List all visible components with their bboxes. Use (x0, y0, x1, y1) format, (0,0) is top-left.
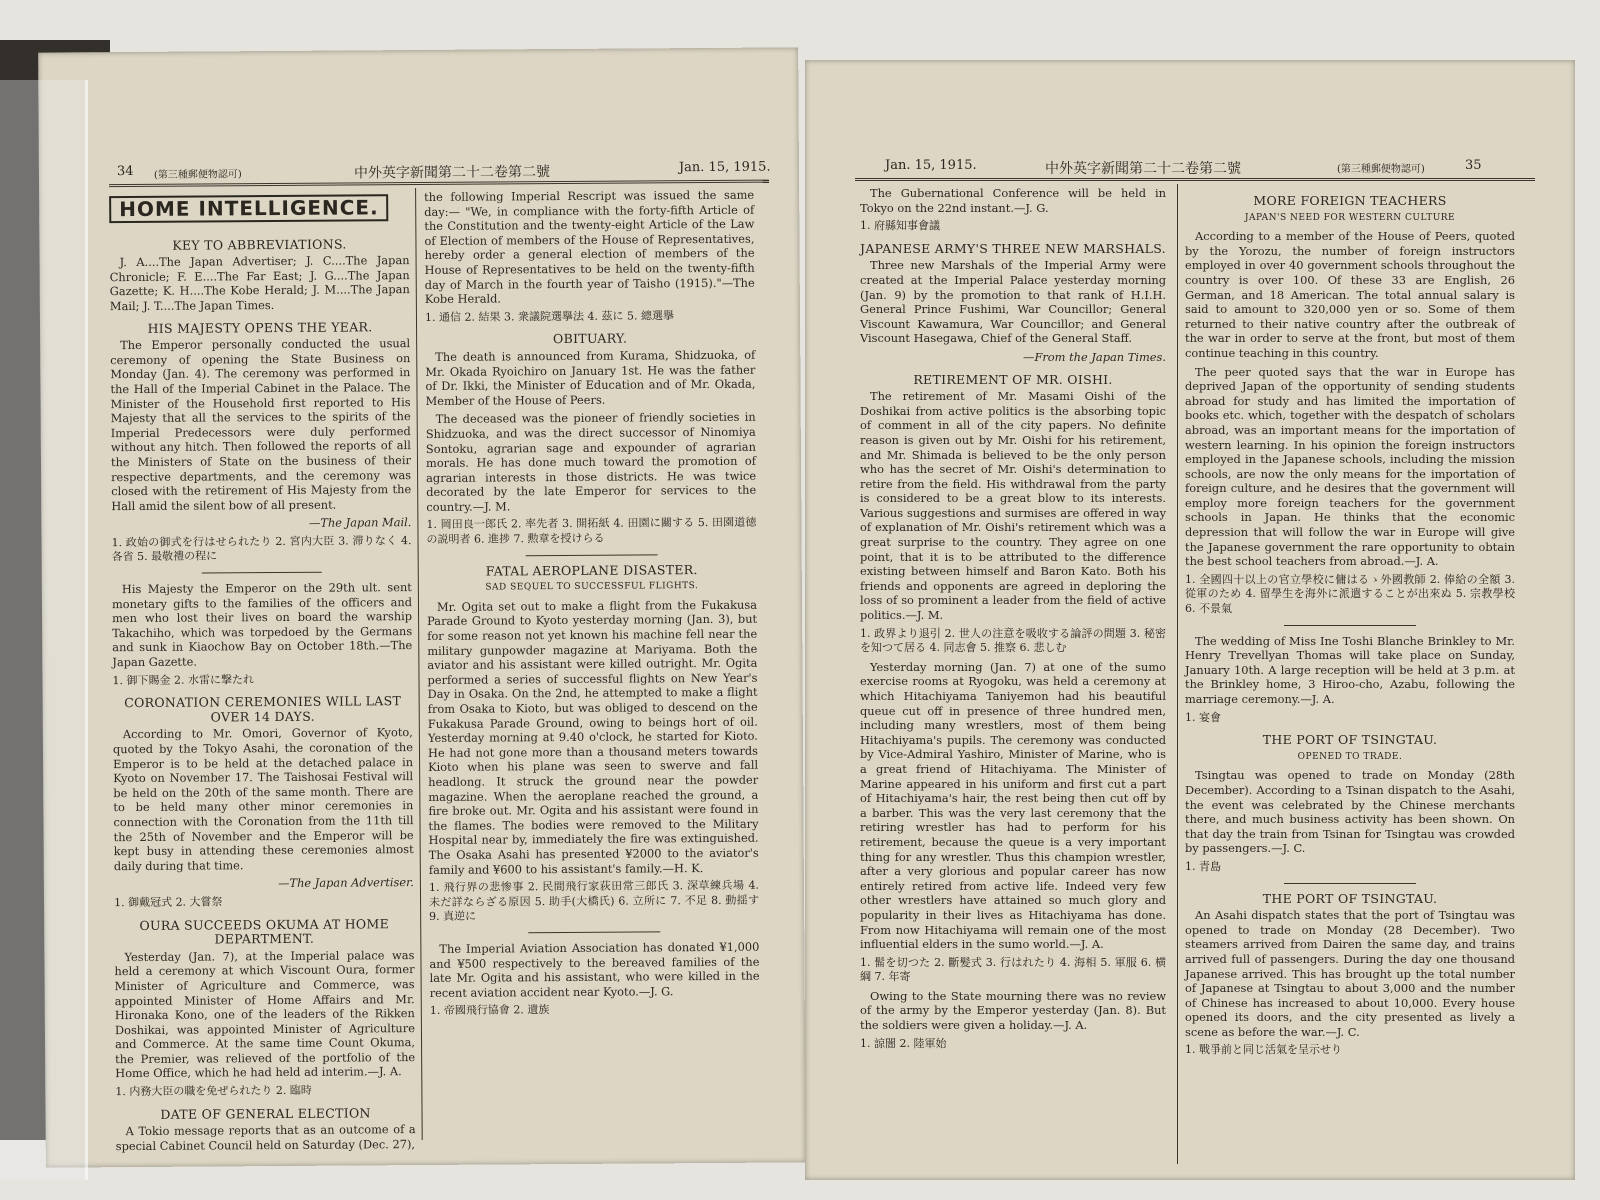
divider (528, 931, 660, 933)
right-column-1 (860, 186, 1166, 1055)
vocab-notes: 1. 飛行界の悲惨事 2. 民間飛行家荻田常三郎氏 3. 深草練兵場 4. 未だ詳ならざる原因 5. 助手(大橋氏) 6. 立所に 7. 不足 8. 動揺す 9. 真逆に (428, 878, 760, 924)
article-text: Three new Marshals of the Imperial Army were created at the Imperial Palace yesterday morning (Jan. 9) by the promotion to that rank of H.I.H. General Prince Fushimi, War Councillor; General Viscount Kawamura, War Councillor; and General Viscount Hasegawa, Chief of the General Staff. (860, 258, 1166, 346)
article-text: The wedding of Miss Ine Toshi Blanche Brinkley to Mr. Henry Trevellyan Thomas will take place on Sunday, January 10th. A large reception will be held at 3 p.m. at the Brinkley home, 3 Hiroo-cho, Azabu, following the marriage ceremony.—J. A. (1185, 633, 1515, 706)
article-title: CORONATION CEREMONIES WILL LAST OVER 14 DAYS. (124, 693, 402, 725)
article-text: A Tokio message reports that as an outcome of a special Cabinet Council held on Saturday (Dec. 27), (115, 1122, 416, 1153)
right-page-header (855, 158, 1535, 181)
vocab-notes: 1. 諒闇 2. 陸軍始 (860, 1036, 947, 1050)
divider (526, 554, 658, 556)
right-page (805, 60, 1575, 1180)
article-text: The retirement of Mr. Masami Oishi of the Doshikai from active politics is the absorbing topic of comment in all of the city papers. No definite reason is given out by Mr. Oishi for his retirement, and Mr. Shimada is believed to be the only person who has the secret of Mr. Oishi's determination to retire from the field. His withdrawal from the party is considered to be a great blow to its interests. Various suggestions and surmises are offered in way of explanation of Mr. Oishi's retirement which was a great surprise to the country. They agree on one point, that it is to be attributed to the difference existing between himself and Baron Kato. Both his friends and opponents are agreed in deploring the loss of so prominent a leader from the field of active politics.—J. M. (860, 389, 1166, 623)
article-title: RETIREMENT OF MR. OISHI. (913, 371, 1113, 387)
vocab-notes: 1. 戰爭前と同じ活氣を呈示せり (1185, 1043, 1342, 1057)
article-text: Mr. Ogita set out to make a flight from the Fukakusa Parade Ground to Kyoto yesterday morning (Jan. 3), but for some reason not yet known his machine fell near the military gunpowder magazine at Mariyama. Both the aviator and his assistant were killed outright. Mr. Ogita performed a series of successful flights on New Year's Day in Osaka. On the 2nd, he attempted to make a flight from Osaka to Kioto, but was obliged to descend on the Fukakusa Parade Ground, owing to beings hort of oil. Yesterday morning at 9.40 o'clock, he started for Kioto. He had not gone more than a thousand meters towards Kioto when his plane was seen to swerve and fall headlong. It struck the ground near the powder magazine. When the aeroplane reached the ground, a fire broke out. Mr. Ogita and his assistant were found in the flames. The bodies were removed to the Military Hospital near by, immediately the fire was extinguished. The Osaka Asahi has presented ¥2000 to the aviator's family and ¥600 to his assistant's family.—H. K. (427, 597, 759, 877)
article-text: An Asahi dispatch states that the port of Tsingtau was opened to trade on Monday (28 December). Two steamers arrived from Dairen the same day, and trains arrived full of passengers. During the day one thousand Japanese arrived. This has brought up the total number of Japanese at Tsingtau to about 3,000 and the number of Chinese has increased to about 10,000. Every house opened its doors, and the city presented as lively a scene as before the war.—J. C. (1185, 908, 1515, 1039)
right-column-2 (1185, 186, 1515, 1062)
postal-note: (第三種郵便物認可) (153, 169, 242, 181)
column-divider (415, 188, 423, 1140)
vocab-notes: 1. 内務大臣の職を免ぜられたり 2. 臨時 (115, 1083, 312, 1099)
article-subtitle: JAPAN'S NEED FOR WESTERN CULTURE (1244, 212, 1456, 223)
article-text: The death is announced from Kurama, Shidzuoka, of Mr. Okada Ryoichiro on January 1st. He was the father of Dr. Ikki, the Minister of Education and of Mr. Okada, Member of the House of Peers. (425, 347, 756, 408)
article-text: J. A....The Japan Advertiser; J. C....The Japan Chronicle; F. E....The Far East; J. G....The Japan Gazette; K. H....The Kobe Herald; J. M....The Japan Mail; J. T....The Japan Times. (109, 253, 410, 314)
article-title: MORE FOREIGN TEACHERS (1253, 193, 1447, 208)
journal-title: 中外英字新聞第二十二卷第二號 (1045, 161, 1241, 177)
vocab-notes: 1. 帝國飛行協會 2. 遺族 (429, 1003, 550, 1018)
article-text: Tsingtau was opened to trade on Monday (28th December). According to a Tsinan dispatch to the Asahi, the event was celebrated by the Chinese merchants there, and much business activity has been shown. On that day the train from Tsinan for Tsingtau was crowded by passengers.—J. C. (1185, 768, 1515, 856)
section-title: HOME INTELLIGENCE. (109, 194, 389, 223)
vocab-notes: 1. 青島 (1185, 859, 1221, 873)
article-title: DATE OF GENERAL ELECTION (160, 1105, 371, 1122)
article-text: The peer quoted says that the war in Europe has deprived Japan of the opportunity of sending students abroad for study and has limited the importation of books etc. which, together with the despatch of scholars abroad, was an important means for the importation of western learning. In his opinion the foreign instructors employed in the Japanese schools, including the mission schools, are now the only means for the importation of foreign culture, and he desires that the government will employ more foreign teachers for the government schools in Japan. He thinks that the economic depression that will follow the war in Europe will give the Japanese government the rare opportunity to obtain the best school teachers from abroad.—J. A. (1185, 364, 1515, 569)
article-source: —The Japan Advertiser. (278, 875, 414, 891)
vocab-notes: 1. 岡田良一郎氏 2. 率先者 3. 開拓紙 4. 田園に關する 5. 田園道徳の説明者 6. 進捗 7. 勲章を授けらる (426, 516, 757, 547)
article-title: THE PORT OF TSINGTAU. (1262, 732, 1438, 748)
article-title: KEY TO ABBREVIATIONS. (172, 236, 347, 253)
vocab-notes: 1. 御下賜金 2. 水雷に撃たれ (112, 672, 255, 687)
vocab-notes: 1. 宴會 (1185, 710, 1221, 724)
article-title: HIS MAJESTY OPENS THE YEAR. (147, 318, 373, 336)
article-title: THE PORT OF TSINGTAU. (1262, 890, 1438, 906)
article-text: The Gubernational Conference will be held in Tokyo on the 22nd instant.—J. G. (860, 186, 1166, 215)
glass-reflection (0, 80, 88, 1180)
article-text: The Imperial Aviation Association has donated ¥1,000 and ¥500 respectively to the bereaved families of the late Mr. Ogita and his assistant, who were killed in the recent aviation accident near Kyoto.—J. G. (429, 939, 760, 1000)
article-title: JAPANESE ARMY'S THREE NEW MARSHALS. (860, 240, 1166, 256)
left-page (38, 47, 806, 1167)
article-subtitle: OPENED TO TRADE. (1297, 751, 1403, 762)
vocab-notes: 1. 髷を切つた 2. 斷髪式 3. 行はれたり 4. 海相 5. 軍服 6. 横綱 7. 年寄 (860, 955, 1166, 984)
left-column-1 (109, 190, 416, 1158)
article-subtitle: SAD SEQUEL TO SUCCESSFUL FLIGHTS. (485, 581, 699, 593)
article-title: FATAL AEROPLANE DISASTER. (485, 561, 698, 579)
article-title: OURA SUCCEEDS OKUMA AT HOME DEPARTMENT. (139, 915, 390, 947)
article-text: Owing to the State mourning there was no review of the army by the Emperor yesterday (Jan. 8). But the soldiers were given a holiday.—J. A. (860, 988, 1166, 1033)
article-text: According to a member of the House of Peers, quoted by the Yorozu, the number of foreign instructors employed in over 40 government schools throughout the country is over 100. Of these 33 are English, 26 German, and 18 American. The total annual salary is said to amount to 320,000 yen or so. Some of them returned to their native country after the outbreak of the war in order to serve at the front, but most of them continue teaching in this country. (1185, 229, 1515, 360)
issue-date: Jan. 15, 1915. (678, 159, 771, 176)
article-text: The deceased was the pioneer of friendly societies in Shidzuoka, and was the direct successor of Ninomiya Sontoku, agrarian sage and expounder of agrarian morals. He has done much toward the promotion of agrarian interests in those districts. He was twice decorated by the late Emperor for services to the country.—J. M. (425, 409, 757, 514)
left-column-2 (424, 188, 760, 1023)
article-text: According to Mr. Omori, Governor of Kyoto, quoted by the Tokyo Asahi, the coronation of the Emperor is to be held at the detached palace in Kyoto on November 17. The Taishosai Festival will be held on the 20th of the same month. There are to be held many other minor ceremonies in connection with the Coronation from the 11th till the 25th of November and the Emperor will be kept busy in attending these ceremonies almost daily during that time. (112, 725, 414, 873)
article-text: Yesterday (Jan. 7), at the Imperial palace was held a ceremony at which Viscount Oura, former Minister of Agriculture and Commerce, was appointed Minister of Home Affairs and Mr. Hironaka Kono, one of the leaders of the Rikken Doshikai, was appointed Minister of Agriculture and Commerce. At the same time Count Okuma, the Premier, was relieved of the portfolio of the Home Office, which he had held ad interim.—J. A. (114, 947, 416, 1081)
article-title: OBITUARY. (552, 330, 628, 347)
article-text: His Majesty the Emperor on the 29th ult. sent monetary gifts to the families of the officers and men who lost their lives on board the warship Takachiho, which was torpedoed by the Germans and sunk in Kiaochow Bay on October 18th.—The Japan Gazette. (111, 580, 413, 670)
divider (1284, 883, 1416, 884)
postal-note: (第三種郵便物認可) (1337, 164, 1425, 175)
vocab-notes: 1. 全國四十以上の官立學校に傭はるゝ外國教師 2. 俸給の全額 3. 從軍のため 4. 留學生を海外に派遣することが出來ぬ 5. 宗教學校 6. 不景氣 (1185, 572, 1515, 616)
article-text: Yesterday morning (Jan. 7) at one of the sumo exercise rooms at Ryogoku, was held a ceremony at which Hitachiyama Taniyemon had his beautiful queue cut off in presence of three hundred men, including many wrestlers, most of them being Hitachiyama's pupils. The ceremony was conducted by Vice-Admiral Yashiro, Minister of Marine, who is a great friend of Hitachiyama. The Minister of Marine appeared in his uniform and first cut a part of Hitachiyama's hair, the rest being then cut off by a barber. This was the very last ceremony that the retiring wrestler has had to perform for his retirement, because the queue is a very important thing for any wrestler. Thus this champion wrestler, after a very glorious and popular career has now entirely retired from active life. Indeed very few other wrestlers have attained so much glory and popularity in their lives as Hitachiyama has done. From now Hitachiyama will remain one of the most influential elders in the sumo world.—J. A. (860, 659, 1166, 952)
issue-date: Jan. 15, 1915. (885, 158, 977, 173)
vocab-notes: 1. 政始の御式を行はせられたり 2. 宮内大臣 3. 滞りなく 4. 各省 5. 最敬禮の程に (111, 533, 412, 564)
article-source: —From the Japan Times. (1023, 349, 1166, 364)
journal-title: 中外英字新聞第二十二卷第二號 (353, 164, 551, 182)
vocab-notes: 1. 通信 2. 結果 3. 衆議院選擧法 4. 茲に 5. 總選擧 (424, 308, 674, 324)
vocab-notes: 1. 府縣知事會議 (860, 219, 940, 233)
left-page-header (109, 160, 769, 188)
vocab-notes: 1. 政界より退引 2. 世人の注意を吸收する論評の問題 3. 秘密を知つて居る 4. 同志會 5. 推察 6. 悲しむ (860, 626, 1166, 655)
article-text: the following Imperial Rescript was issued the same day:— "We, in compliance with the forty-fifth Article of the Constitution and the twenty-eight Article of the Law of Election of members of the House of Representatives, hereby order a general election of members of the House of Representatives to be held on the twenty-fifth day of March in the fourth year of Taisho (1915)."—The Kobe Herald. (424, 187, 755, 307)
page-number: 34 (116, 164, 134, 180)
page-number: 35 (1465, 158, 1482, 173)
divider (202, 572, 322, 574)
divider (1284, 625, 1416, 626)
article-source: —The Japan Mail. (308, 515, 412, 531)
column-divider (1177, 184, 1178, 1164)
article-text: The Emperor personally conducted the usual ceremony of opening the State Business on Monday (Jan. 4). The ceremony was performed in the Hall of the Imperial Cabinet in the Palace. The Minister of the Household first reported to His Majesty that all the services to the spirits of the Imperial Predecessors were duly performed without any hitch. Then followed the reports of all the Ministers of State on the business of their respective departments, and the ceremony was closed with the retirement of His Majesty from the Hall amid the silent bow of all present. (110, 336, 412, 513)
vocab-notes: 1. 御戴冠式 2. 大嘗祭 (114, 895, 223, 910)
